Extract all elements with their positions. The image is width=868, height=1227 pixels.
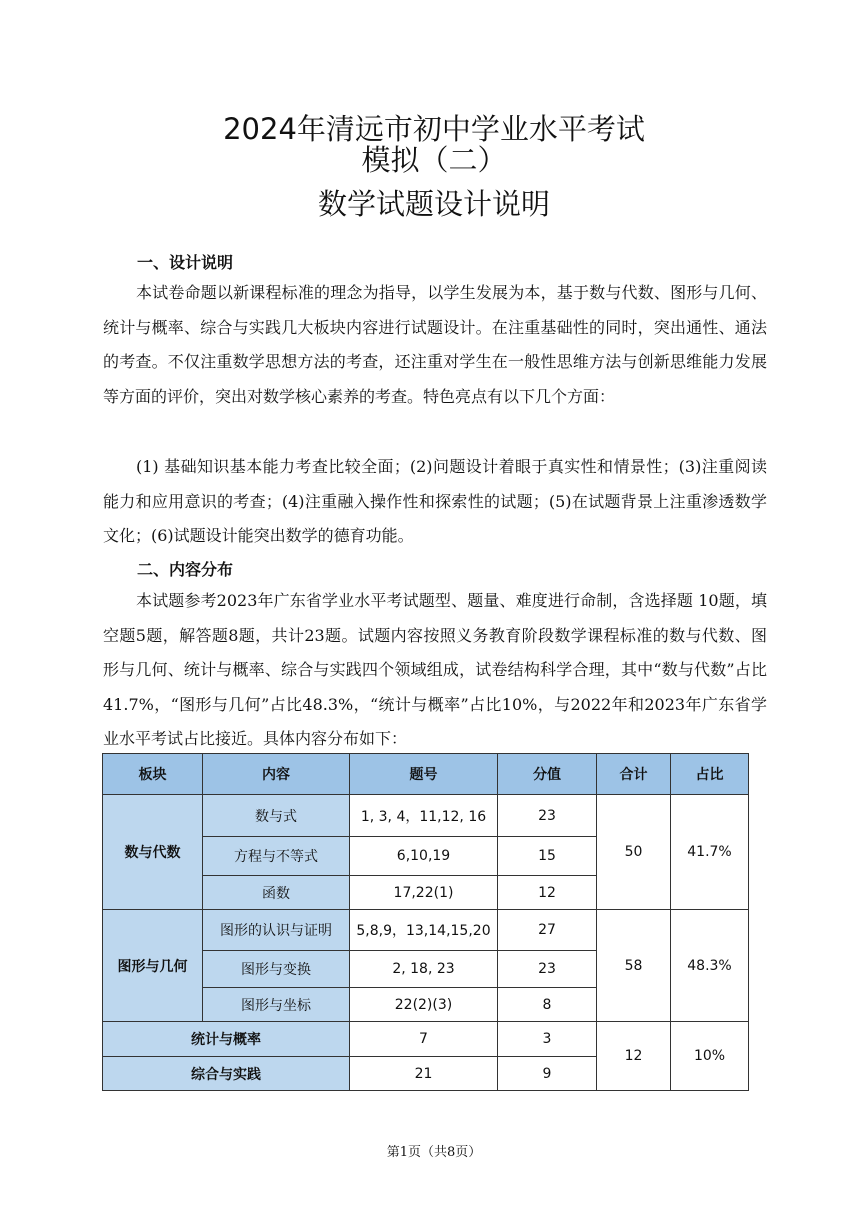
questions-cell: 7 [350, 1022, 498, 1057]
table-row [103, 1022, 749, 1057]
header-ratio: 占比 [671, 754, 749, 795]
content-cell: 数与式 [203, 795, 350, 837]
page-footer: 第1页（共8页） [386, 1145, 482, 1160]
total-cell: 50 [597, 795, 671, 910]
document-subtitle: 数学试题设计说明 [317, 187, 550, 221]
design-paragraph: 本试卷命题以新课程标准的理念为指导，以学生发展为本，基于数与代数、图形与几何、统计与概率、综合与实践几大板块内容进行试题设计。在注重基础性的同时，突出通性、通法的考查。不仅注重数学思想方法的考查，还注重对学生在一般性思维方法与创新思维能力发展等方面的评价，突出对数学核心素养的考查。特色亮点有以下几个方面： [103, 283, 767, 406]
ratio-cell: 41.7% [671, 795, 749, 910]
table-row [103, 910, 749, 951]
questions-cell: 17,22(1) [350, 876, 498, 910]
questions-cell: 2, 18, 23 [350, 951, 498, 988]
score-cell: 27 [498, 910, 597, 951]
document-title-line-1: 2024年清远市初中学业水平考试 [223, 112, 645, 146]
table-header-row [103, 754, 749, 795]
score-cell: 15 [498, 837, 597, 876]
ratio-cell: 48.3% [671, 910, 749, 1022]
score-cell: 8 [498, 988, 597, 1022]
header-total: 合计 [597, 754, 671, 795]
header-block: 板块 [103, 754, 203, 795]
questions-cell: 5,8,9，13,14,15,20 [350, 910, 498, 951]
section-heading-design: 一、设计说明 [137, 253, 234, 272]
total-cell: 58 [597, 910, 671, 1022]
header-questions: 题号 [350, 754, 498, 795]
content-cell: 图形与坐标 [203, 988, 350, 1022]
score-cell: 23 [498, 795, 597, 837]
document-title-line-2: 模拟（二） [361, 143, 507, 177]
distribution-paragraph: 本试题参考2023年广东省学业水平考试题型、题量、难度进行命制，含选择题 10题，填空题5题，解答题8题，共计23题。试题内容按照义务教育阶段数学课程标准的数与代数、图形与几何、统计与概率、综合与实践四个领域组成，试卷结构科学合理，其中“数与代数”占比 41.7%，“图形与几何”占比48.3%，“统计与概率”占比10%，与2022年和2023年广东省学业水平考试占比接近。具体内容分布如下： [103, 591, 767, 749]
score-cell: 9 [498, 1057, 597, 1091]
questions-cell: 6,10,19 [350, 837, 498, 876]
score-cell: 12 [498, 876, 597, 910]
questions-cell: 21 [350, 1057, 498, 1091]
block-cell: 数与代数 [103, 795, 203, 910]
questions-cell: 22(2)(3) [350, 988, 498, 1022]
total-cell: 12 [597, 1022, 671, 1091]
section-heading-distribution: 二、内容分布 [137, 560, 234, 579]
ratio-cell: 10% [671, 1022, 749, 1091]
highlights-paragraph: (1) 基础知识基本能力考查比较全面；(2)问题设计着眼于真实性和情景性；(3)注重阅读能力和应用意识的考查；(4)注重融入操作性和探索性的试题；(5)在试题背景上注重渗透数学文化；(6)试题设计能突出数学的德育功能。 [103, 457, 767, 546]
questions-cell: 1, 3, 4，11,12, 16 [350, 795, 498, 837]
block-cell: 图形与几何 [103, 910, 203, 1022]
content-cell: 方程与不等式 [203, 837, 350, 876]
block-cell: 综合与实践 [103, 1057, 350, 1091]
score-cell: 23 [498, 951, 597, 988]
content-cell: 图形与变换 [203, 951, 350, 988]
content-distribution-table [102, 753, 749, 1091]
score-cell: 3 [498, 1022, 597, 1057]
header-content: 内容 [203, 754, 350, 795]
content-cell: 图形的认识与证明 [203, 910, 350, 951]
content-cell: 函数 [203, 876, 350, 910]
block-cell: 统计与概率 [103, 1022, 350, 1057]
table-row [103, 795, 749, 837]
header-score: 分值 [498, 754, 597, 795]
